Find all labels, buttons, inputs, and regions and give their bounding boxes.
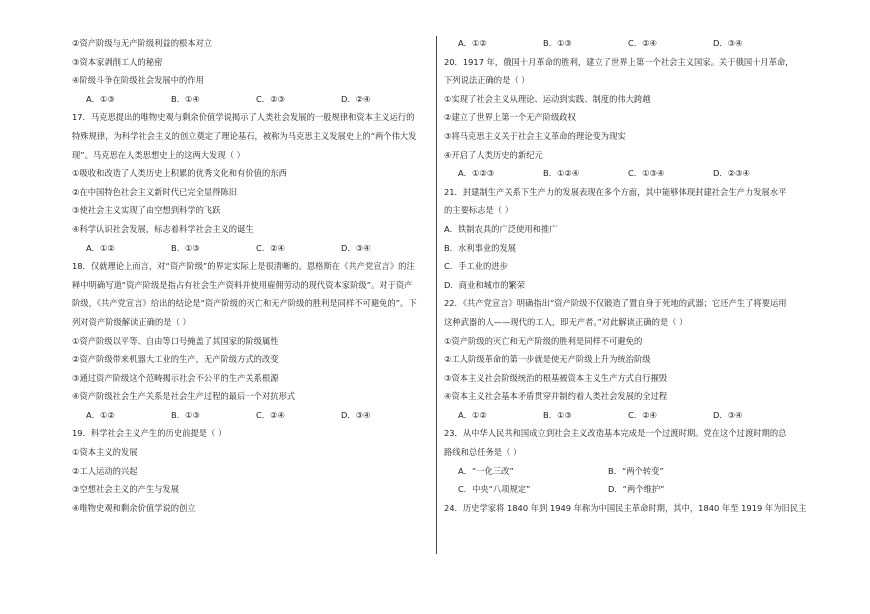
left-column <box>72 38 430 521</box>
text-line: ①资本主义的发展 <box>72 447 138 458</box>
answer-option: C．②④ <box>628 409 657 420</box>
text-line: ③空想社会主义的产生与发展 <box>72 484 180 495</box>
text-line: 释中明确写道“资产阶级是指占有社会生产资料并使用雇佣劳动的现代资本家阶级”。对于资产 <box>72 279 413 290</box>
answer-option: A．①③ <box>86 93 115 104</box>
answer-option: D．“两个维护” <box>608 484 665 495</box>
answer-option: B．①③ <box>171 409 200 420</box>
text-line: 20．1917 年，俄国十月革命的胜利，建立了世界上第一个社会主义国家。关于俄国十月革命， <box>444 56 794 67</box>
text-line: C．手工业的进步 <box>444 261 508 272</box>
answer-options <box>444 410 806 429</box>
answer-option: A．①② <box>86 242 115 253</box>
text-line: 列对资产阶级解读正确的是（ ） <box>72 316 191 327</box>
answer-option: D．③④ <box>341 409 371 420</box>
answer-options <box>72 410 430 429</box>
text-line: 下列说法正确的是（ ） <box>444 75 530 86</box>
answer-option: C．②④ <box>256 409 285 420</box>
text-line: ①资产阶级以平等、自由等口号掩盖了其国家的阶级属性 <box>72 335 279 346</box>
text-line: 的主要标志是（ ） <box>444 205 514 216</box>
text-line: ③资本家剥削工人的秘密 <box>72 56 163 67</box>
answer-option: A．①②③ <box>458 168 495 179</box>
answer-option: C．中央“八项规定” <box>458 484 531 495</box>
text-line: 18．仅就理论上而言，对“资产阶级”的界定实际上是很清晰的。恩格斯在《共产党宣言》的注 <box>72 261 415 272</box>
answer-option: A．①② <box>86 409 115 420</box>
answer-options <box>444 484 806 503</box>
text-line: ③将马克思主义关于社会主义革命的理论变为现实 <box>444 130 626 141</box>
answer-options <box>72 243 430 262</box>
text-line: ①吸收和改造了人类历史上积累的优秀文化和有价值的东西 <box>72 168 287 179</box>
text-line: ②工人运动的兴起 <box>72 465 138 476</box>
text-line: ①实现了社会主义从理论、运动到实践、制度的伟大跨越 <box>444 93 651 104</box>
text-line: ④资产阶级社会生产关系是社会生产过程的最后一个对抗形式 <box>72 391 296 402</box>
answer-option: D．②③④ <box>713 168 750 179</box>
text-line: ④唯物史观和剩余价值学说的创立 <box>72 502 196 513</box>
text-line: 路线和总任务是（ ） <box>444 447 522 458</box>
text-line: ④科学认识社会发展，标志着科学社会主义的诞生 <box>72 223 254 234</box>
text-line: A．铁制农具的广泛使用和推广 <box>444 223 558 234</box>
answer-option: C．②④ <box>256 242 285 253</box>
answer-option: B．“两个转变” <box>608 465 664 476</box>
answer-options <box>444 38 806 57</box>
text-line: ③资本主义社会阶级统治的根基被资本主义生产方式自行摧毁 <box>444 372 668 383</box>
answer-option: B．①②④ <box>543 168 580 179</box>
column-divider <box>436 36 437 554</box>
text-line: ④开启了人类历史的新纪元 <box>444 149 543 160</box>
text-line: ④资本主义社会基本矛盾贯穿并制约着人类社会发展的全过程 <box>444 391 668 402</box>
answer-option: C．②③ <box>256 93 285 104</box>
answer-option: B．①④ <box>171 93 200 104</box>
text-line: ②建立了世界上第一个无产阶级政权 <box>444 112 576 123</box>
answer-option: C．②④ <box>628 38 657 48</box>
text-line: ④阶级斗争在阶级社会发展中的作用 <box>72 75 204 86</box>
text-line: 现”。马克思在人类思想史上的这两大发现（ ） <box>72 149 245 160</box>
text-line: ②资产阶级与无产阶级利益的根本对立 <box>72 38 213 48</box>
answer-option: B．①③ <box>543 38 572 48</box>
right-column <box>444 38 806 521</box>
text-line: ③通过资产阶级这个范畴揭示社会不公平的生产关系根源 <box>72 372 279 383</box>
text-line: 21．封建制生产关系下生产力的发展表现在多个方面，其中能够体现封建社会生产力发展水平 <box>444 186 787 197</box>
answer-option: A．①② <box>458 409 487 420</box>
answer-option: B．①③ <box>543 409 572 420</box>
answer-option: D．③④ <box>713 409 743 420</box>
text-line: B．水利事业的发展 <box>444 242 517 253</box>
answer-option: B．①③ <box>171 242 200 253</box>
answer-option: C．①③④ <box>628 168 665 179</box>
text-line: ③使社会主义实现了由空想到科学的飞跃 <box>72 205 221 216</box>
answer-option: A．①② <box>458 38 487 48</box>
text-line: D．商业和城市的繁荣 <box>444 279 526 290</box>
text-line: ①资产阶级的灭亡和无产阶级的胜利是同样不可避免的 <box>444 335 643 346</box>
text-line: 特殊规律，为科学社会主义的创立奠定了理论基石，被称为马克思主义发展史上的“两个伟大发 <box>72 130 417 141</box>
text-line: 22．《共产党宣言》明确指出“资产阶级不仅锻造了置自身于死地的武器；它还产生了将要运用 <box>444 298 787 309</box>
answer-option: D．③④ <box>713 38 743 48</box>
text-line: 23．从中华人民共和国成立到社会主义改造基本完成是一个过渡时期。党在这个过渡时期的总 <box>444 428 787 439</box>
answer-option: D．②④ <box>341 93 371 104</box>
text-line: 阶级，《共产党宣言》给出的结论是“资产阶级的灭亡和无产阶级的胜利是同样不可避免的”。下 <box>72 298 417 309</box>
text-line: 17．马克思提出的唯物史观与剩余价值学说揭示了人类社会发展的一般规律和资本主义运行的 <box>72 112 415 123</box>
answer-options <box>444 168 806 187</box>
answer-options <box>444 466 806 485</box>
answer-option: D．③④ <box>341 242 371 253</box>
text-line: ②工人阶级革命的第一步就是使无产阶级上升为统治阶级 <box>444 354 651 365</box>
text-line: 19．科学社会主义产生的历史前提是（ ） <box>72 428 227 439</box>
answer-option: A．“一化三改” <box>458 465 514 476</box>
text-line: ②在中国特色社会主义新时代已完全显得陈旧 <box>72 186 238 197</box>
text-line: ②资产阶级带来机器大工业的生产，无产阶级方式的改变 <box>72 354 279 365</box>
answer-options <box>72 94 430 113</box>
text-line: 这种武器的人——现代的工人，即无产者。”对此解读正确的是（ ） <box>444 316 688 327</box>
text-line: 24．历史学家将 1840 年到 1949 年称为中国民主革命时期，其中，1840 年至 1919 年为旧民主 <box>444 502 806 513</box>
